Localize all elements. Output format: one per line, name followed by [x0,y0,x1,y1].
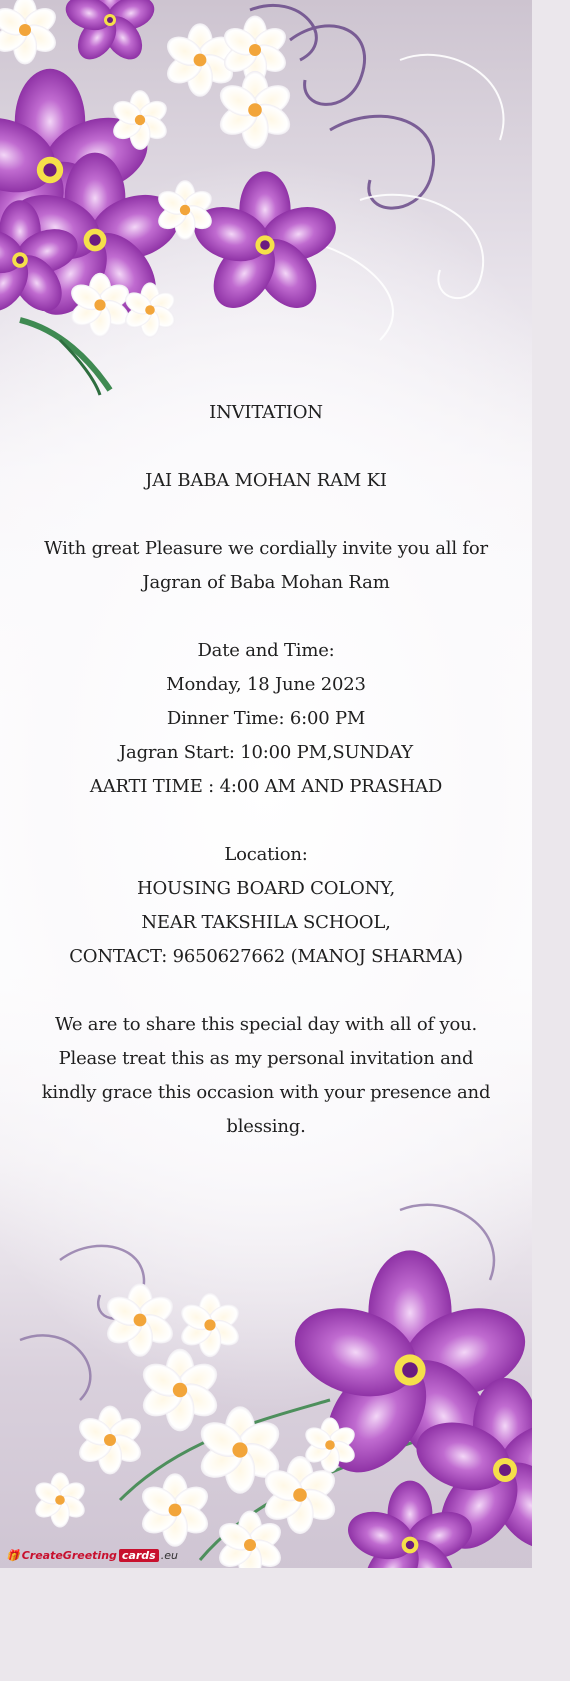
flower-cluster-icon [31,1250,532,1568]
salutation: JAI BABA MOHAN RAM KI [145,470,387,491]
gift-icon: 🎁 [6,1549,20,1562]
location-label: Location: [224,844,308,865]
address-line-1: HOUSING BOARD COLONY, [136,878,395,899]
contact: CONTACT: 9650627662 (MANOJ SHARMA) [69,946,463,967]
address-line-2: NEAR TAKSHILA SCHOOL, [141,912,391,933]
invitation-text [0,396,532,1144]
brand-part-1: CreateGreeting [21,1549,117,1562]
invitation-heading: INVITATION [209,402,323,423]
watermark-logo [6,1549,178,1562]
intro-text: With great Pleasure we cordially invite you all for Jagran of Baba Mohan Ram [44,538,488,593]
closing-text: We are to share this special day with all of you. Please treat this as my personal invitation and kindly grace this occasion with your presence and blessing. [41,1014,491,1137]
brand-part-2: cards [119,1549,159,1562]
flower-cluster-icon [0,0,343,395]
event-date: Monday, 18 June 2023 [166,674,366,695]
date-label: Date and Time: [197,640,335,661]
jagran-start: Jagran Start: 10:00 PM,SUNDAY [119,742,413,763]
dinner-time: Dinner Time: 6:00 PM [166,708,366,729]
aarti-time: AARTI TIME : 4:00 AM AND PRASHAD [89,776,443,797]
brand-part-3: .eu [160,1549,178,1562]
